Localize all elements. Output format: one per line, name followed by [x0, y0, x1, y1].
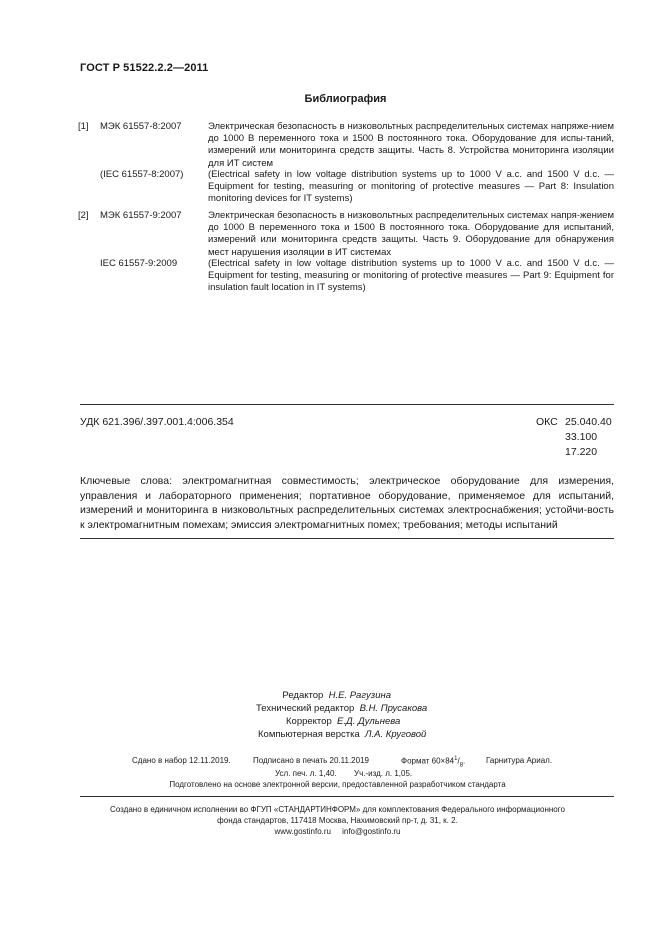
credit-layout-role: Компьютерная верстка — [258, 729, 360, 740]
entry-1-text: Электрическая безопасность в низковольтных распределительных системах напряже-нием до 1000 В переменного тока и 1500 В постоянного тока. Оборудование для испы-таний, измерений или мониторинга средств защиты. Часть 8. Устройства мониторинга изоляции для ИТ систем — [208, 121, 614, 169]
footer-website-link[interactable]: www.gostinfo.ru — [274, 827, 331, 836]
credit-layout-name: Л.А. Круговой — [365, 729, 427, 740]
credit-editor-role: Редактор — [282, 690, 324, 701]
divider-bottom — [80, 796, 614, 797]
imprint-format: Формат $60\times 84^1/_8$. — [401, 756, 466, 769]
entry-2-code: МЭК 61557-9:2007 — [100, 210, 182, 221]
credit-tech-editor — [256, 703, 427, 714]
credit-tech-editor-name: В.Н. Прусакова — [359, 703, 428, 714]
keywords-paragraph: Ключевые слова: электромагнитная совместимость; электрическое оборудование для измерения, управления и лабораторного применения; портативное оборудование, применяемое для испытаний, измерений и мониторинга в низковольтных распределительных системах электроснабжения; устойчи-вость к электромагнитным помехам; эмиссия электромагнитных помех; требования; методы испытаний — [80, 475, 614, 531]
entry-1-number: [1] — [78, 121, 89, 132]
oks-label: ОКС — [536, 416, 558, 428]
credit-layout — [258, 729, 426, 740]
udk-code: УДК 621.396/.397.001.4:006.354 — [80, 416, 234, 428]
credit-proofreader-name: Е.Д. Дульнева — [337, 716, 401, 727]
divider-middle — [80, 538, 614, 539]
entry-1-intl-text: (Electrical safety in low voltage distribution systems up to 1000 V a.c. and 1500 V d.c. — Equipment for testing, measuring or monitoring of protective measures — Part 8: Insulation monitoring devices for IT systems) — [208, 169, 614, 205]
footer-email-link[interactable]: info@gostinfo.ru — [342, 827, 401, 836]
credit-proofreader — [286, 716, 400, 727]
credit-tech-editor-role: Технический редактор — [256, 703, 355, 714]
entry-1-intl-code: (IEC 61557-8:2007) — [100, 169, 184, 180]
imprint-typeface: Гарнитура Ариал. — [486, 756, 553, 765]
imprint-sheets: Усл. печ. л. 1,40. — [275, 769, 337, 778]
imprint-pub-sheets: Уч.-изд. л. 1,05. — [354, 769, 413, 778]
bibliography-title: Библиография — [304, 93, 387, 105]
entry-1-code: МЭК 61557-8:2007 — [100, 121, 182, 132]
entry-2-intl-code: IEC 61557-9:2009 — [100, 258, 178, 269]
entry-2-text: Электрическая безопасность в низковольтных распределительных системах напря-жением до 1000 В переменного тока и 1500 В постоянного тока. Оборудование для испытаний, измерений или мониторинга средств защиты. Часть 9. Оборудование для обнаружения мест нарушения изоляции в ИТ системах — [208, 210, 614, 258]
divider-top — [80, 404, 614, 405]
entry-2-intl-text: (Electrical safety in low voltage distribution systems up to 1000 V a.c. and 1500 V d.c. — Equipment for testing, measuring or monitoring of protective measures — Part 9: Equipment for insulation fault location in IT systems) — [208, 258, 614, 294]
credit-editor-name: Н.Е. Рагузина — [328, 690, 391, 701]
oks-code-3: 17.220 — [565, 446, 598, 458]
document-code: ГОСТ Р 51522.2.2—2011 — [80, 62, 209, 74]
footer-line-2: фонда стандартов, 117418 Москва, Нахимовский пр-т, д. 31, к. 2. — [217, 816, 458, 825]
imprint-signed: Подписано в печать 20.11.2019 — [253, 756, 369, 765]
credit-proofreader-role: Корректор — [286, 716, 332, 727]
imprint-sent: Сдано в набор 12.11.2019. — [132, 756, 231, 765]
oks-code-2: 33.100 — [565, 431, 598, 443]
oks-code-1: 25.040.40 — [565, 416, 612, 428]
credit-editor — [282, 690, 391, 701]
footer-contacts — [0, 827, 661, 836]
footer-line-1: Создано в единичном исполнении во ФГУП «СТАНДАРТИНФОРМ» для комплектования Федерального информационного — [110, 805, 565, 814]
imprint-prepared: Подготовлено на основе электронной версии, предоставленной разработчиком стандарта — [169, 780, 506, 789]
entry-2-number: [2] — [78, 210, 89, 221]
